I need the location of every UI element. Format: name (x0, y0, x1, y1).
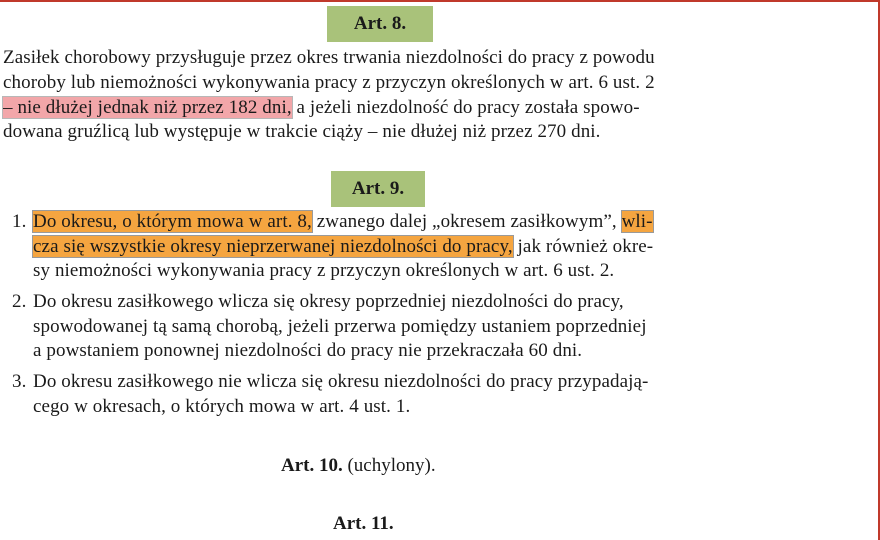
art-9-para-1-line-2-rest: jak również okre- (512, 236, 654, 257)
art-11-title: Art. 11. (333, 513, 394, 534)
art-9-para-3-line-1: Do okresu zasiłkowego nie wlicza się okresu niezdolności do pracy przypadają- (33, 371, 649, 392)
art-11-heading (333, 512, 394, 536)
highlight-wli: wli- (621, 211, 653, 232)
highlight-do-okresu: Do okresu, o którym mowa w art. 8, (33, 211, 312, 232)
art-9-para-2-number: 2. (12, 291, 27, 312)
highlight-wszystkie-okresy: cza się wszystkie okresy nieprzerwanej niezdolności do pracy, (33, 236, 513, 257)
art-8-line-1: Zasiłek chorobowy przysługuje przez okres trwania niezdolności do pracy z powodu (3, 47, 655, 68)
art-10-note: (uchylony). (342, 455, 436, 476)
art-9-heading: Art. 9. (331, 171, 425, 207)
art-8-heading: Art. 8. (327, 6, 433, 42)
art-8-line-2: choroby lub niemożności wykonywania pracy z przyczyn określonych w art. 6 ust. 2 (3, 72, 655, 93)
art-9-para-1-line-1-mid: zwanego dalej „okresem zasiłkowym”, (311, 211, 622, 232)
top-border (0, 0, 880, 2)
highlight-182-days: – nie dłużej jednak niż przez 182 dni, (3, 97, 292, 118)
art-9-para-2-line-3: a powstaniem ponownej niezdolności do pracy nie przekraczała 60 dni. (33, 340, 583, 361)
art-9-para-2-line-2: spowodowanej tą samą chorobą, jeżeli przerwa pomiędzy ustaniem poprzedniej (33, 316, 647, 337)
art-8-line-4: dowana gruźlicą lub występuje w trakcie ciąży – nie dłużej niż przez 270 dni. (3, 121, 601, 142)
art-8-line-3-rest: a jeżeli niezdolność do pracy została spowo- (291, 97, 640, 118)
art-9-para-1-line-2 (33, 235, 653, 259)
art-10-title: Art. 10. (281, 455, 343, 476)
art-9-para-1-line-3: sy niemożności wykonywania pracy z przyczyn określonych w art. 6 ust. 2. (33, 260, 615, 281)
art-8-line-3 (3, 96, 640, 120)
art-9-para-1-number: 1. (12, 211, 27, 232)
art-9-para-1-line-1 (33, 210, 653, 234)
art-10-heading (281, 454, 436, 478)
art-9-para-2-line-1: Do okresu zasiłkowego wlicza się okresy poprzedniej niezdolności do pracy, (33, 291, 624, 312)
art-9-para-3-number: 3. (12, 371, 27, 392)
art-9-para-3-line-2: cego w okresach, o których mowa w art. 4 ust. 1. (33, 396, 411, 417)
